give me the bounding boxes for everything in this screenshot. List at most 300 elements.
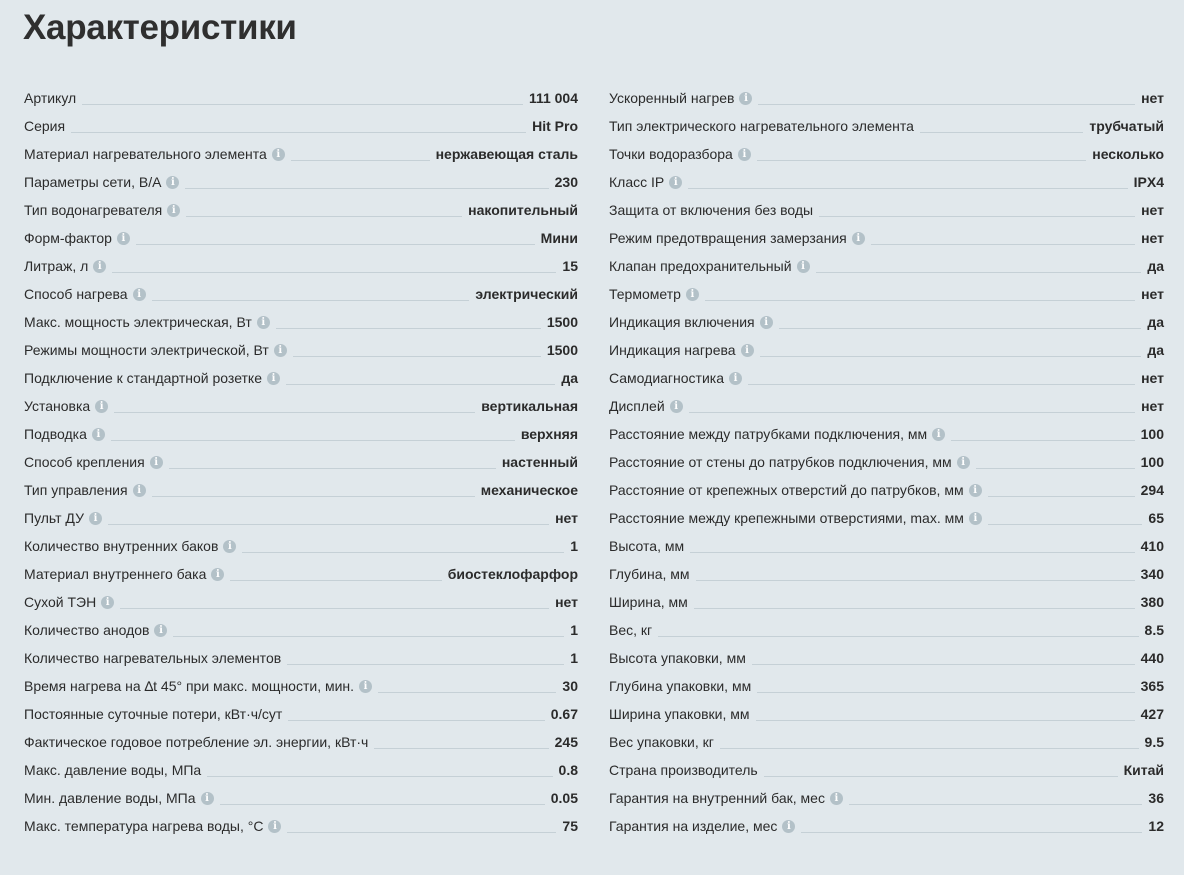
spec-label xyxy=(24,342,287,363)
spec-row xyxy=(24,587,578,615)
spec-label-text: Форм-фактор xyxy=(24,230,112,246)
spec-value: 245 xyxy=(554,734,578,750)
info-icon[interactable]: i xyxy=(211,568,224,581)
info-icon[interactable]: i xyxy=(729,372,742,385)
spec-label-text: Страна производитель xyxy=(609,762,758,778)
spec-label xyxy=(609,790,843,811)
info-icon[interactable]: i xyxy=(969,512,982,525)
spec-row xyxy=(24,419,578,447)
spec-value: электрический xyxy=(475,286,578,302)
spec-value: да xyxy=(1147,314,1164,330)
spec-value: да xyxy=(561,370,578,386)
spec-value: да xyxy=(1147,342,1164,358)
spec-label-text: Макс. мощность электрическая, Вт xyxy=(24,314,252,330)
spec-value: 427 xyxy=(1140,706,1164,722)
spec-value: нет xyxy=(1141,230,1164,246)
spec-row xyxy=(609,755,1164,783)
dotted-leader xyxy=(378,692,556,693)
spec-value: 9.5 xyxy=(1144,734,1164,750)
dotted-leader xyxy=(951,440,1135,441)
info-icon[interactable]: i xyxy=(739,92,752,105)
spec-label xyxy=(24,762,201,783)
spec-row xyxy=(24,531,578,559)
spec-label-text: Ширина, мм xyxy=(609,594,688,610)
spec-value: 1500 xyxy=(546,314,578,330)
dotted-leader xyxy=(688,188,1127,189)
spec-label xyxy=(609,594,688,615)
info-icon[interactable]: i xyxy=(267,372,280,385)
spec-row xyxy=(24,111,578,139)
spec-value: 440 xyxy=(1140,650,1164,666)
spec-row xyxy=(609,83,1164,111)
spec-value: 100 xyxy=(1140,454,1164,470)
info-icon[interactable]: i xyxy=(223,540,236,553)
spec-row xyxy=(609,727,1164,755)
info-icon[interactable]: i xyxy=(257,316,270,329)
dotted-leader xyxy=(779,328,1142,329)
dotted-leader xyxy=(920,132,1083,133)
spec-label xyxy=(609,734,714,755)
spec-value: IPX4 xyxy=(1133,174,1164,190)
spec-value: 111 004 xyxy=(528,90,578,106)
spec-label xyxy=(24,90,76,111)
spec-label-text: Расстояние от стены до патрубков подключения, мм xyxy=(609,454,952,470)
dotted-leader xyxy=(169,468,496,469)
dotted-leader xyxy=(287,664,564,665)
spec-row xyxy=(609,363,1164,391)
spec-label-text: Тип водонагревателя xyxy=(24,202,163,218)
spec-label xyxy=(609,286,699,307)
spec-label-text: Высота, мм xyxy=(609,538,685,554)
spec-label-text: Количество внутренних баков xyxy=(24,538,219,554)
info-icon[interactable]: i xyxy=(117,232,130,245)
spec-row xyxy=(24,783,578,811)
spec-value: нет xyxy=(555,510,578,526)
spec-value: 0.8 xyxy=(558,762,578,778)
spec-label xyxy=(24,286,146,307)
spec-label-text: Материал внутреннего бака xyxy=(24,566,207,582)
spec-value: Китай xyxy=(1123,762,1164,778)
spec-label-text: Установка xyxy=(24,398,91,414)
dotted-leader xyxy=(230,580,441,581)
spec-value: 100 xyxy=(1140,426,1164,442)
info-icon[interactable]: i xyxy=(133,288,146,301)
spec-label-text: Вес, кг xyxy=(609,622,653,638)
dotted-leader xyxy=(752,664,1135,665)
spec-label-text: Дисплей xyxy=(609,398,665,414)
spec-value: 230 xyxy=(554,174,578,190)
spec-value: 1 xyxy=(570,650,578,666)
spec-label xyxy=(609,538,684,559)
spec-value: настенный xyxy=(501,454,578,470)
spec-label-text: Тип электрического нагревательного элемента xyxy=(609,118,914,134)
spec-label-text: Фактическое годовое потребление эл. энергии, кВт·ч xyxy=(24,734,369,750)
spec-row xyxy=(609,783,1164,811)
spec-value: 8.5 xyxy=(1144,622,1164,638)
spec-label-text: Точки водоразбора xyxy=(609,146,733,162)
spec-value: 0.67 xyxy=(550,706,578,722)
spec-row xyxy=(24,671,578,699)
info-icon[interactable]: i xyxy=(669,176,682,189)
info-icon[interactable]: i xyxy=(166,176,179,189)
spec-row xyxy=(609,447,1164,475)
spec-label xyxy=(609,510,982,531)
dotted-leader xyxy=(242,552,564,553)
spec-label-text: Макс. давление воды, МПа xyxy=(24,762,202,778)
dotted-leader xyxy=(658,636,1138,637)
dotted-leader xyxy=(374,748,548,749)
dotted-leader xyxy=(801,832,1142,833)
info-icon[interactable]: i xyxy=(154,624,167,637)
spec-label xyxy=(609,398,683,419)
dotted-leader xyxy=(871,244,1135,245)
spec-label-text: Мин. давление воды, МПа xyxy=(24,790,196,806)
spec-label-text: Индикация нагрева xyxy=(609,342,736,358)
info-icon[interactable]: i xyxy=(932,428,945,441)
spec-label-text: Артикул xyxy=(24,90,77,106)
spec-row xyxy=(609,195,1164,223)
spec-row xyxy=(609,475,1164,503)
spec-row xyxy=(24,307,578,335)
dotted-leader xyxy=(976,468,1135,469)
spec-label xyxy=(609,482,982,503)
spec-label-text: Расстояние между патрубками подключения, мм xyxy=(609,426,928,442)
info-icon[interactable]: i xyxy=(93,260,106,273)
dotted-leader xyxy=(720,748,1139,749)
spec-label-text: Постоянные суточные потери, кВт·ч/сут xyxy=(24,706,283,722)
spec-value: механическое xyxy=(480,482,578,498)
spec-label xyxy=(609,202,813,223)
dotted-leader xyxy=(690,552,1135,553)
spec-label-text: Гарантия на внутренний бак, мес xyxy=(609,790,825,806)
dotted-leader xyxy=(988,524,1143,525)
spec-label xyxy=(24,818,281,839)
spec-label-text: Количество нагревательных элементов xyxy=(24,650,282,666)
dotted-leader xyxy=(696,580,1135,581)
spec-label-text: Ширина упаковки, мм xyxy=(609,706,750,722)
dotted-leader xyxy=(757,692,1134,693)
dotted-leader xyxy=(112,272,556,273)
dotted-leader xyxy=(173,636,564,637)
spec-row xyxy=(609,699,1164,727)
spec-label xyxy=(609,370,742,391)
spec-label xyxy=(609,174,682,195)
spec-label-text: Режим предотвращения замерзания xyxy=(609,230,847,246)
dotted-leader xyxy=(120,608,549,609)
info-icon[interactable]: i xyxy=(830,792,843,805)
spec-label-text: Ускоренный нагрев xyxy=(609,90,735,106)
spec-row xyxy=(609,139,1164,167)
dotted-leader xyxy=(286,384,555,385)
spec-label xyxy=(24,230,130,251)
spec-label xyxy=(609,146,751,167)
spec-value: Hit Pro xyxy=(532,118,578,134)
spec-label xyxy=(609,650,746,671)
spec-row xyxy=(609,671,1164,699)
spec-label xyxy=(609,678,751,699)
dotted-leader xyxy=(111,440,515,441)
spec-label xyxy=(609,230,865,251)
spec-label xyxy=(24,454,163,475)
info-icon[interactable]: i xyxy=(101,596,114,609)
dotted-leader xyxy=(988,496,1135,497)
dotted-leader xyxy=(152,300,470,301)
spec-row xyxy=(609,307,1164,335)
spec-row xyxy=(24,83,578,111)
info-icon[interactable]: i xyxy=(95,400,108,413)
spec-row xyxy=(24,475,578,503)
info-icon[interactable]: i xyxy=(274,344,287,357)
spec-label xyxy=(24,706,282,727)
spec-label-text: Литраж, л xyxy=(24,258,89,274)
spec-row xyxy=(609,811,1164,839)
spec-label-text: Сухой ТЭН xyxy=(24,594,97,610)
spec-row xyxy=(609,223,1164,251)
spec-value: 1 xyxy=(570,538,578,554)
dotted-leader xyxy=(293,356,541,357)
info-icon[interactable]: i xyxy=(741,344,754,357)
dotted-leader xyxy=(82,104,523,105)
spec-label-text: Параметры сети, В/А xyxy=(24,174,162,190)
spec-value: верхняя xyxy=(520,426,578,442)
dotted-leader xyxy=(185,188,548,189)
spec-value: нет xyxy=(555,594,578,610)
dotted-leader xyxy=(114,412,475,413)
spec-value: 380 xyxy=(1140,594,1164,610)
spec-label xyxy=(24,734,368,755)
dotted-leader xyxy=(287,832,556,833)
spec-label xyxy=(609,622,652,643)
spec-label-text: Клапан предохранительный xyxy=(609,258,792,274)
info-icon[interactable]: i xyxy=(797,260,810,273)
spec-label-text: Способ нагрева xyxy=(24,286,128,302)
spec-row xyxy=(24,391,578,419)
info-icon[interactable]: i xyxy=(782,820,795,833)
spec-label xyxy=(609,258,810,279)
dotted-leader xyxy=(108,524,549,525)
spec-row xyxy=(24,447,578,475)
dotted-leader xyxy=(207,776,552,777)
spec-value: 36 xyxy=(1148,790,1164,806)
spec-value: вертикальная xyxy=(481,398,578,414)
spec-row xyxy=(24,643,578,671)
spec-row xyxy=(24,615,578,643)
spec-row xyxy=(609,279,1164,307)
info-icon[interactable]: i xyxy=(760,316,773,329)
info-icon[interactable]: i xyxy=(686,288,699,301)
specs-column-right xyxy=(609,83,1164,839)
spec-row xyxy=(609,111,1164,139)
page-title: Характеристики xyxy=(23,8,297,47)
spec-value: нет xyxy=(1141,370,1164,386)
info-icon[interactable]: i xyxy=(969,484,982,497)
spec-label-text: Глубина упаковки, мм xyxy=(609,678,752,694)
spec-label-text: Высота упаковки, мм xyxy=(609,650,746,666)
spec-label-text: Класс IP xyxy=(609,174,665,190)
spec-label xyxy=(24,426,105,447)
spec-label-text: Индикация включения xyxy=(609,314,755,330)
dotted-leader xyxy=(152,496,475,497)
spec-label-text: Глубина, мм xyxy=(609,566,690,582)
spec-row xyxy=(24,363,578,391)
info-icon[interactable]: i xyxy=(272,148,285,161)
specs-column-left xyxy=(24,83,578,839)
spec-row xyxy=(609,643,1164,671)
spec-value: 365 xyxy=(1140,678,1164,694)
spec-label-text: Гарантия на изделие, мес xyxy=(609,818,778,834)
spec-label-text: Расстояние от крепежных отверстий до патрубков, мм xyxy=(609,482,964,498)
spec-label-text: Самодиагностика xyxy=(609,370,725,386)
info-icon[interactable]: i xyxy=(167,204,180,217)
info-icon[interactable]: i xyxy=(738,148,751,161)
spec-value: накопительный xyxy=(468,202,578,218)
spec-value: 65 xyxy=(1148,510,1164,526)
dotted-leader xyxy=(758,104,1135,105)
info-icon[interactable]: i xyxy=(89,512,102,525)
dotted-leader xyxy=(764,776,1118,777)
dotted-leader xyxy=(819,216,1135,217)
spec-label-text: Время нагрева на ∆t 45° при макс. мощности, мин. xyxy=(24,678,355,694)
spec-row xyxy=(24,279,578,307)
spec-value: нет xyxy=(1141,90,1164,106)
spec-label xyxy=(609,314,773,335)
spec-row xyxy=(609,587,1164,615)
spec-value: нет xyxy=(1141,398,1164,414)
spec-label xyxy=(24,398,108,419)
spec-label xyxy=(609,706,750,727)
info-icon[interactable]: i xyxy=(133,484,146,497)
spec-row xyxy=(609,531,1164,559)
spec-label xyxy=(24,174,179,195)
spec-label xyxy=(24,566,224,587)
dotted-leader xyxy=(757,160,1086,161)
spec-value: биостеклофарфор xyxy=(447,566,578,582)
info-icon[interactable]: i xyxy=(268,820,281,833)
spec-label xyxy=(24,510,102,531)
spec-value: да xyxy=(1147,258,1164,274)
info-icon[interactable]: i xyxy=(150,456,163,469)
spec-label xyxy=(24,202,180,223)
spec-label-text: Защита от включения без воды xyxy=(609,202,814,218)
spec-label xyxy=(24,678,372,699)
spec-label xyxy=(24,314,270,335)
spec-value: трубчатый xyxy=(1089,118,1164,134)
spec-label-text: Подключение к стандартной розетке xyxy=(24,370,262,386)
spec-row xyxy=(609,559,1164,587)
spec-row xyxy=(24,335,578,363)
spec-label xyxy=(609,118,914,139)
spec-row xyxy=(24,139,578,167)
spec-label-text: Режимы мощности электрической, Вт xyxy=(24,342,269,358)
spec-row xyxy=(24,167,578,195)
dotted-leader xyxy=(220,804,545,805)
spec-value: 1 xyxy=(570,622,578,638)
dotted-leader xyxy=(816,272,1142,273)
info-icon[interactable]: i xyxy=(201,792,214,805)
spec-value: нержавеющая сталь xyxy=(435,146,578,162)
spec-value: 30 xyxy=(562,678,578,694)
spec-label-text: Серия xyxy=(24,118,66,134)
spec-label-text: Способ крепления xyxy=(24,454,145,470)
spec-label xyxy=(609,342,754,363)
spec-label xyxy=(24,118,65,139)
dotted-leader xyxy=(748,384,1135,385)
spec-label-text: Вес упаковки, кг xyxy=(609,734,714,750)
spec-value: Мини xyxy=(540,230,578,246)
spec-label-text: Расстояние между крепежными отверстиями, max. мм xyxy=(609,510,964,526)
spec-label xyxy=(609,818,795,839)
spec-row xyxy=(609,615,1164,643)
spec-label xyxy=(609,762,758,783)
spec-label xyxy=(24,622,167,643)
dotted-leader xyxy=(136,244,535,245)
spec-row xyxy=(609,391,1164,419)
spec-label-text: Тип управления xyxy=(24,482,128,498)
dotted-leader xyxy=(849,804,1142,805)
spec-row xyxy=(24,699,578,727)
spec-label xyxy=(609,90,752,111)
spec-label-text: Термометр xyxy=(609,286,681,302)
spec-value: 75 xyxy=(562,818,578,834)
dotted-leader xyxy=(288,720,544,721)
spec-label-text: Макс. температура нагрева воды, °С xyxy=(24,818,264,834)
spec-label xyxy=(609,566,690,587)
spec-value: 294 xyxy=(1140,482,1164,498)
spec-label xyxy=(24,538,236,559)
spec-label xyxy=(24,258,106,279)
dotted-leader xyxy=(71,132,526,133)
dotted-leader xyxy=(705,300,1135,301)
dotted-leader xyxy=(291,160,430,161)
spec-value: 15 xyxy=(562,258,578,274)
dotted-leader xyxy=(186,216,462,217)
spec-label xyxy=(24,650,281,671)
spec-label xyxy=(609,426,945,447)
spec-label xyxy=(24,370,280,391)
dotted-leader xyxy=(689,412,1135,413)
spec-label-text: Количество анодов xyxy=(24,622,150,638)
spec-value: нет xyxy=(1141,202,1164,218)
dotted-leader xyxy=(694,608,1135,609)
spec-row xyxy=(609,335,1164,363)
info-icon[interactable]: i xyxy=(92,428,105,441)
spec-row xyxy=(24,251,578,279)
spec-row xyxy=(609,419,1164,447)
spec-label xyxy=(24,146,285,167)
spec-row xyxy=(24,727,578,755)
spec-row xyxy=(24,223,578,251)
spec-label xyxy=(24,790,214,811)
info-icon[interactable]: i xyxy=(359,680,372,693)
spec-value: нет xyxy=(1141,286,1164,302)
spec-label-text: Пульт ДУ xyxy=(24,510,84,526)
spec-label-text: Подводка xyxy=(24,426,87,442)
spec-label xyxy=(24,482,146,503)
info-icon[interactable]: i xyxy=(852,232,865,245)
spec-value: несколько xyxy=(1092,146,1164,162)
spec-label xyxy=(24,594,114,615)
spec-value: 12 xyxy=(1148,818,1164,834)
spec-value: 1500 xyxy=(546,342,578,358)
spec-row xyxy=(609,251,1164,279)
spec-row xyxy=(24,559,578,587)
dotted-leader xyxy=(276,328,541,329)
info-icon[interactable]: i xyxy=(957,456,970,469)
info-icon[interactable]: i xyxy=(670,400,683,413)
dotted-leader xyxy=(760,356,1142,357)
spec-row xyxy=(609,167,1164,195)
dotted-leader xyxy=(756,720,1135,721)
